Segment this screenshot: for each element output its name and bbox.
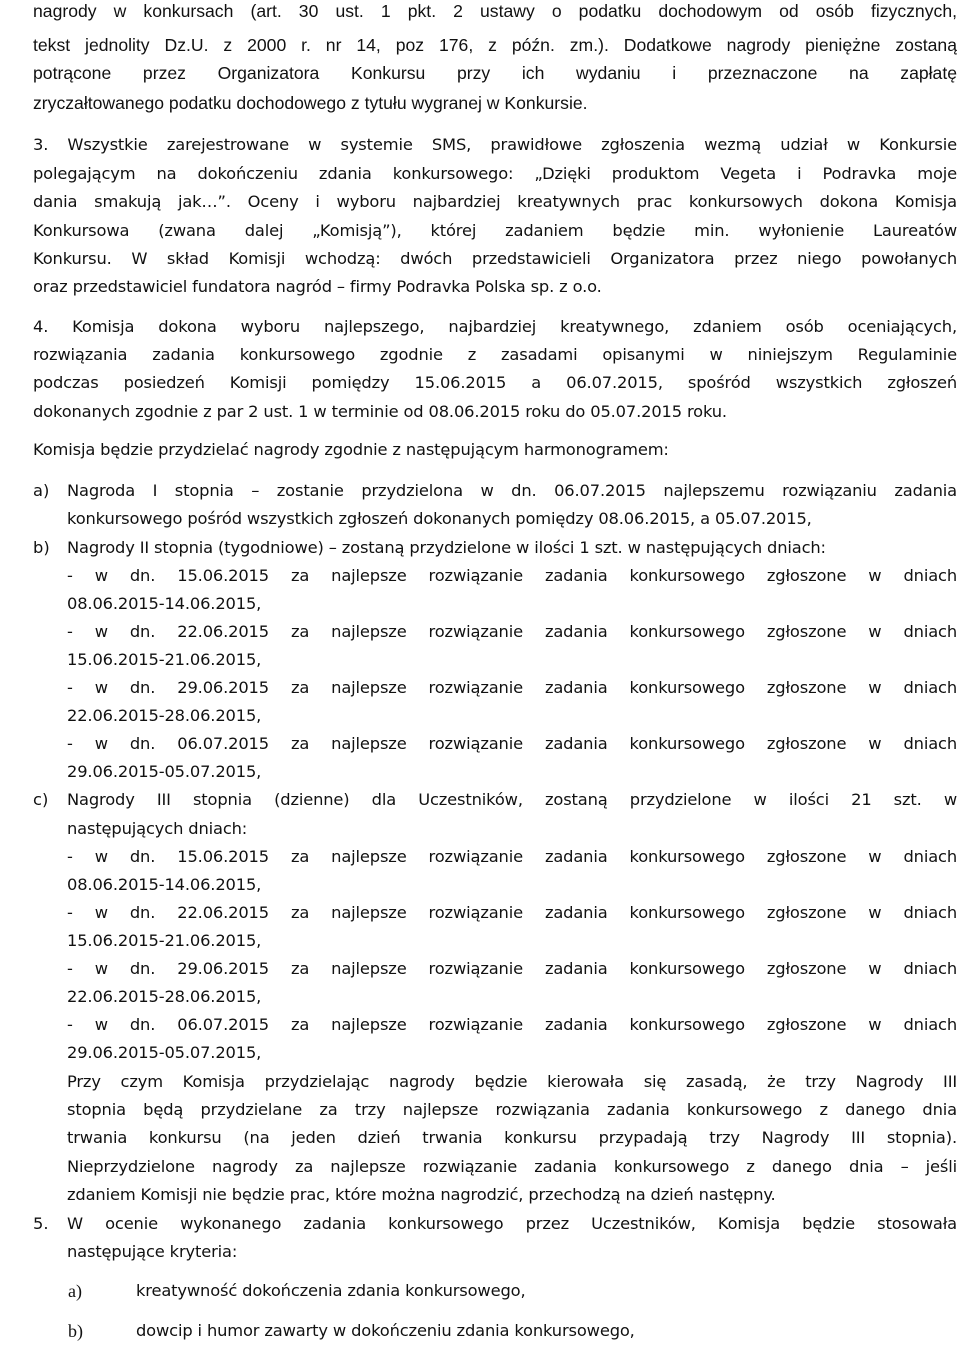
prize-2-date-range: 15.06.2015-21.06.2015, [67, 650, 262, 669]
prize-3-note-line: zdaniem Komisji nie będzie prac, które można nagrodzić, przechodzą na dzień następny. [67, 1185, 776, 1204]
prize-3-date-line: - w dn. 22.06.2015 za najlepsze rozwiązanie zadania konkursowego zgłoszone w dniach [67, 903, 957, 922]
prize-2-line: Nagrody II stopnia (tygodniowe) – zostaną przydzielone w ilości 1 szt. w następujących dniach: [67, 538, 826, 557]
paragraph-3-line: Konkursu. W skład Komisji wchodzą: dwóch przedstawicieli Organizatora przez niego powołanych [33, 249, 957, 268]
prize-3-date-range: 08.06.2015-14.06.2015, [67, 875, 262, 894]
paragraph-4-line: rozwiązania zadania konkursowego zgodnie z zasadami opisanymi w niniejszym Regulaminie [33, 345, 957, 364]
paragraph-3-line: Konkursowa (zwana dalej „Komisją”), której zadaniem będzie min. wyłonienie Laureatów [33, 221, 957, 240]
paragraph-3-line: 3. Wszystkie zarejestrowane w systemie SMS, prawidłowe zgłoszenia wezmą udział w Konkursie [33, 135, 957, 154]
paragraph-3-line: polegającym na dokończeniu zdania konkursowego: „Dzięki produktom Vegeta i Podravka moje [33, 164, 957, 183]
prize-3-date-line: - w dn. 06.07.2015 za najlepsze rozwiązanie zadania konkursowego zgłoszone w dniach [67, 1015, 957, 1034]
schedule-intro: Komisja będzie przydzielać nagrody zgodnie z następującym harmonogramem: [33, 440, 669, 459]
prize-3-line: Nagrody III stopnia (dzienne) dla Uczestników, zostaną przydzielone w ilości 21 szt. w [67, 790, 957, 809]
prize-3-note-line: trwania konkursu (na jeden dzień trwania konkursu przypadają trzy Nagrody III stopnia). [67, 1128, 957, 1147]
text-line: potrącone przez Organizatora Konkursu przy ich wydaniu i przeznaczone na zapłatę [33, 63, 957, 83]
list-marker-a: a) [33, 481, 50, 500]
prize-3-note-line: Przy czym Komisja przydzielając nagrody będzie kierowała się zasadą, że trzy Nagrody III [67, 1072, 957, 1091]
prize-2-date-range: 29.06.2015-05.07.2015, [67, 762, 262, 781]
prize-3-date-range: 29.06.2015-05.07.2015, [67, 1043, 262, 1062]
prize-1-line: konkursowego pośród wszystkich zgłoszeń dokonanych pomiędzy 08.06.2015, a 05.07.2015, [67, 509, 812, 528]
criterion-item: dowcip i humor zawarty w dokończeniu zdania konkursowego, [136, 1321, 635, 1340]
prize-3-line: następujących dniach: [67, 819, 248, 838]
text-line: zryczałtowanego podatku dochodowego z tytułu wygranej w Konkursie. [33, 93, 588, 113]
prize-2-date-line: - w dn. 22.06.2015 za najlepsze rozwiązanie zadania konkursowego zgłoszone w dniach [67, 622, 957, 641]
text-line: tekst jednolity Dz.U. z 2000 r. nr 14, poz 176, z późn. zm.). Dodatkowe nagrody pieniężne zostaną [33, 35, 957, 55]
prize-3-note-line: Nieprzydzielone nagrody za najlepsze rozwiązanie zadania konkursowego z danego dnia – jeśli [67, 1157, 957, 1176]
prize-2-date-range: 22.06.2015-28.06.2015, [67, 706, 262, 725]
prize-3-date-range: 15.06.2015-21.06.2015, [67, 931, 262, 950]
paragraph-5-line: W ocenie wykonanego zadania konkursowego przez Uczestników, Komisja będzie stosowała [67, 1214, 957, 1233]
prize-2-date-line: - w dn. 29.06.2015 za najlepsze rozwiązanie zadania konkursowego zgłoszone w dniach [67, 678, 957, 697]
paragraph-3-line: dania smakują jak…”. Oceny i wyboru najbardziej kreatywnych prac konkursowych dokona Komisja [33, 192, 957, 211]
prize-2-date-range: 08.06.2015-14.06.2015, [67, 594, 262, 613]
paragraph-3-line: oraz przedstawiciel fundatora nagród – firmy Podravka Polska sp. z o.o. [33, 277, 602, 296]
list-marker-b: b) [33, 538, 50, 557]
prize-3-date-range: 22.06.2015-28.06.2015, [67, 987, 262, 1006]
criteria-marker-a: a) [68, 1281, 82, 1301]
prize-3-note-line: stopnia będą przydzielane za trzy najlepsze rozwiązania zadania konkursowego z danego dnia [67, 1100, 957, 1119]
text-line: nagrody w konkursach (art. 30 ust. 1 pkt. 2 ustawy o podatku dochodowym od osób fizycznych, [33, 1, 957, 21]
list-marker-c: c) [33, 790, 49, 809]
prize-3-date-line: - w dn. 29.06.2015 za najlepsze rozwiązanie zadania konkursowego zgłoszone w dniach [67, 959, 957, 978]
paragraph-5-line: następujące kryteria: [67, 1242, 238, 1261]
criterion-item: kreatywność dokończenia zdania konkursowego, [136, 1281, 526, 1300]
prize-2-date-line: - w dn. 06.07.2015 za najlepsze rozwiązanie zadania konkursowego zgłoszone w dniach [67, 734, 957, 753]
prize-2-date-line: - w dn. 15.06.2015 za najlepsze rozwiązanie zadania konkursowego zgłoszone w dniach [67, 566, 957, 585]
list-marker-5: 5. [33, 1214, 49, 1233]
criteria-marker-b: b) [68, 1321, 83, 1341]
prize-1-line: Nagroda I stopnia – zostanie przydzielona w dn. 06.07.2015 najlepszemu rozwiązaniu zadania [67, 481, 957, 500]
paragraph-4-line: 4. Komisja dokona wyboru najlepszego, najbardziej kreatywnego, zdaniem osób oceniających, [33, 317, 957, 336]
prize-3-date-line: - w dn. 15.06.2015 za najlepsze rozwiązanie zadania konkursowego zgłoszone w dniach [67, 847, 957, 866]
paragraph-4-line: podczas posiedzeń Komisji pomiędzy 15.06.2015 a 06.07.2015, spośród wszystkich zgłoszeń [33, 373, 957, 392]
paragraph-4-line: dokonanych zgodnie z par 2 ust. 1 w terminie od 08.06.2015 roku do 05.07.2015 roku. [33, 402, 727, 421]
